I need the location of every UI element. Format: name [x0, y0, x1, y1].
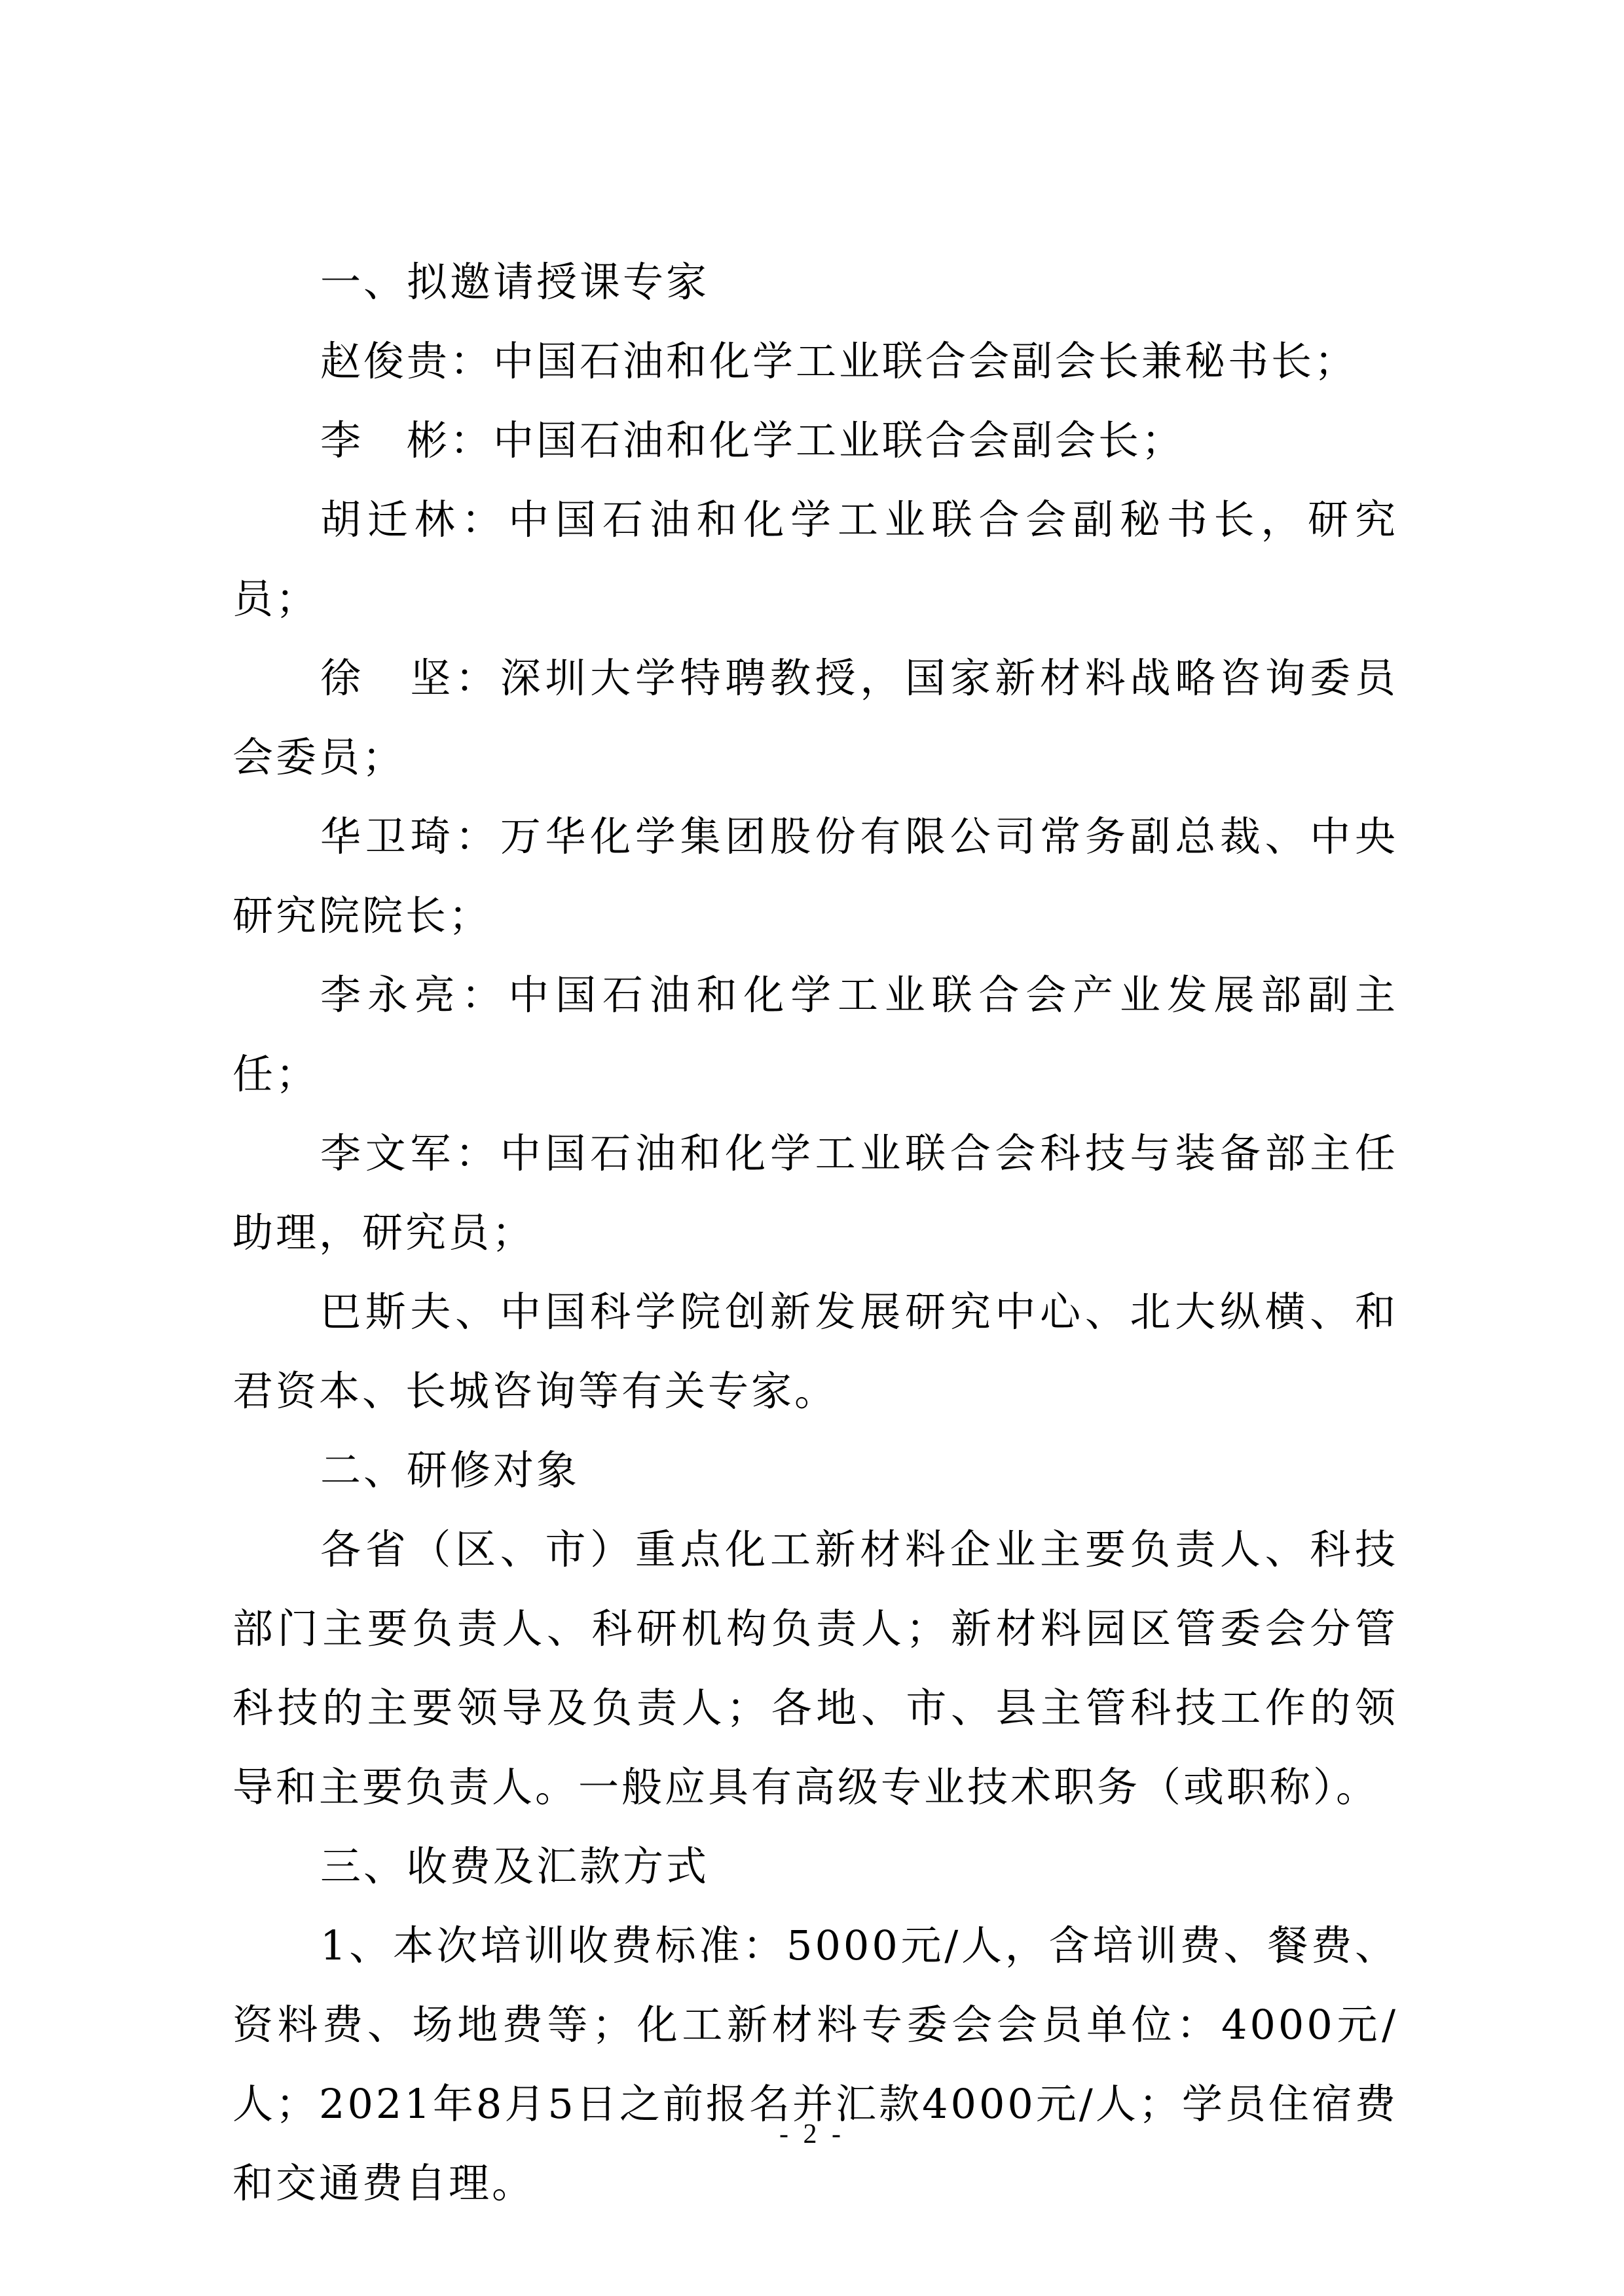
expert-entry: 华卫琦：万华化学集团股份有限公司常务副总裁、中央研究院院长；: [232, 812, 1398, 939]
expert-entry: 胡迁林：中国石油和化学工业联合会副秘书长，研究员；: [232, 496, 1398, 623]
expert-entry: 李 彬：中国石油和化学工业联合会副会长；: [320, 416, 1185, 464]
document-body: [232, 242, 1398, 2223]
fees-paragraph: 1、本次培训收费标准：5000元/人，含培训费、餐费、资料费、场地费等；化工新材料专委会会员单位：4000元/人；2021年8月5日之前报名并汇款4000元/人；学员住宿费和交通费自理。: [232, 1922, 1398, 2207]
expert-entry: 徐 坚：深圳大学特聘教授，国家新材料战略咨询委员会委员；: [232, 654, 1398, 781]
expert-entry: 巴斯夫、中国科学院创新发展研究中心、北大纵横、和君资本、长城咨询等有关专家。: [232, 1288, 1398, 1415]
section-heading-audience: 二、研修对象: [320, 1446, 580, 1494]
expert-entry: 赵俊贵：中国石油和化学工业联合会副会长兼秘书长；: [320, 337, 1358, 385]
section-heading-fees: 三、收费及汇款方式: [320, 1842, 710, 1890]
expert-entry: 李永亮：中国石油和化学工业联合会产业发展部副主任；: [232, 971, 1398, 1098]
expert-entry: 李文军：中国石油和化学工业联合会科技与装备部主任助理，研究员；: [232, 1129, 1398, 1256]
section-heading-experts: 一、拟邀请授课专家: [320, 258, 710, 306]
audience-paragraph: 各省（区、市）重点化工新材料企业主要负责人、科技部门主要负责人、科研机构负责人；新材料园区管委会分管科技的主要领导及负责人；各地、市、县主管科技工作的领导和主要负责人。一般应具有高级专业技术职务（或职称）。: [232, 1525, 1398, 1811]
page-number: - 2 -: [779, 2119, 845, 2149]
